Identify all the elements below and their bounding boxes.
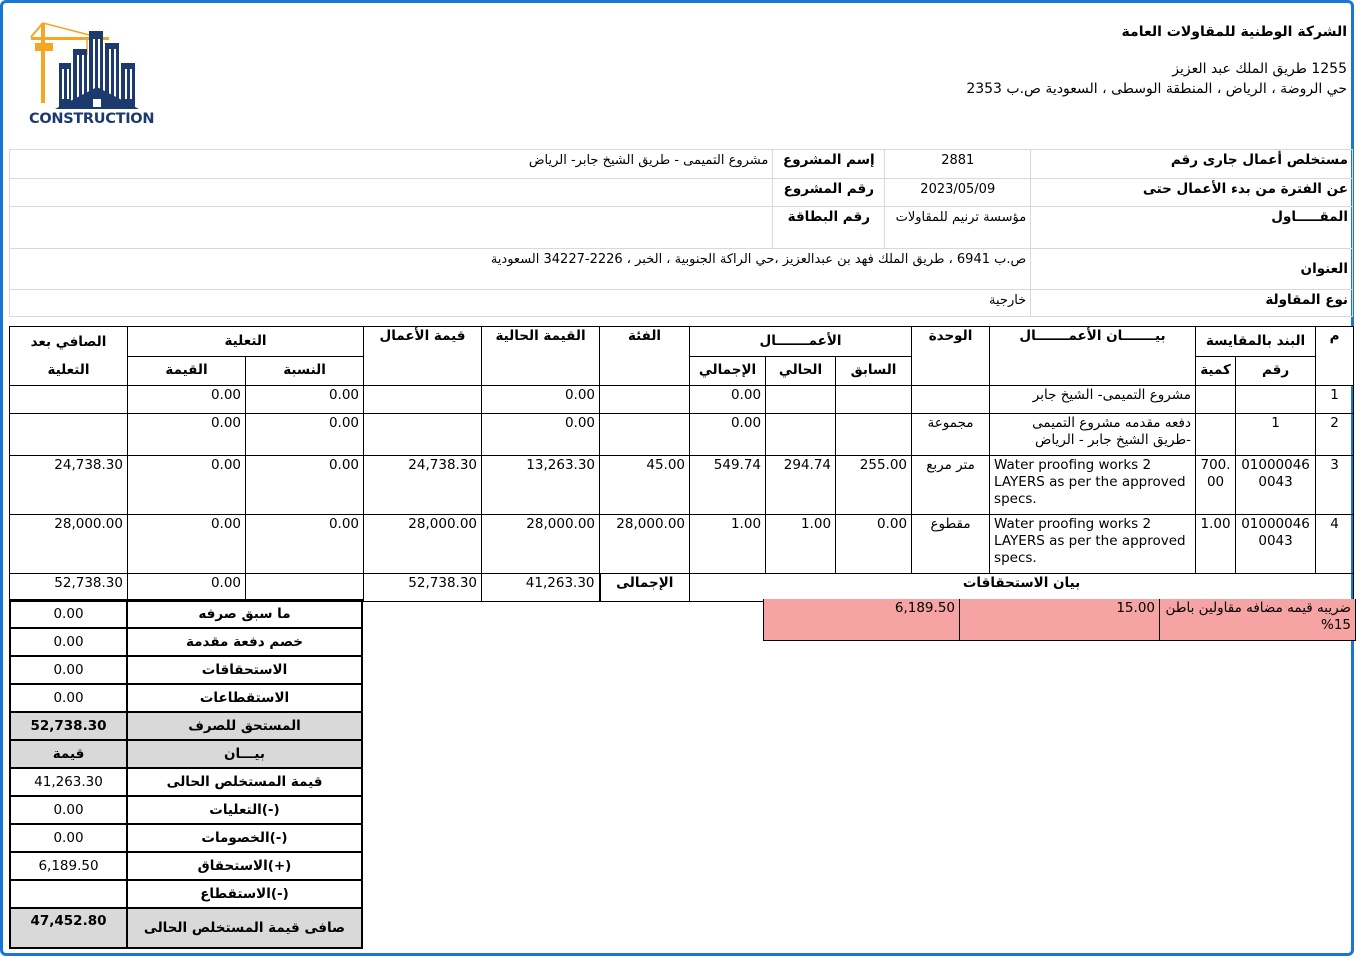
summary-value: 0.00 [10, 628, 127, 656]
col-retention-pct: النسبة [246, 356, 364, 386]
row-prev [836, 414, 912, 456]
row-item-no: 010000460043 [1236, 515, 1316, 574]
summary-row [10, 628, 362, 656]
summary-value: 0.00 [10, 824, 127, 852]
row-qty [1196, 386, 1236, 414]
col-retention-group: التعلية [128, 327, 364, 357]
row-qty: 700.00 [1196, 456, 1236, 515]
summary-row [10, 880, 362, 908]
company-address-line1: 1255 طريق الملك عبد العزيز [1172, 61, 1347, 77]
entitlements-title: بيان الاستحقاقات [690, 574, 1354, 602]
summary-label: المستحق للصرف [127, 712, 362, 740]
row-description: مشروع التميمى- الشيخ جابر [990, 386, 1196, 414]
project-number [10, 179, 773, 207]
row-works-value: 24,738.30 [364, 456, 482, 515]
project-name: مشروع التميمى - طريق الشيخ جابر- الرياض [10, 150, 773, 179]
row-current-value: 13,263.30 [482, 456, 600, 515]
row-retention-value: 0.00 [128, 386, 246, 414]
contract-type-label: نوع المقاولة [1031, 290, 1353, 317]
row-serial: 1 [1316, 386, 1354, 414]
summary-value: 41,263.30 [10, 768, 127, 796]
row-total: 549.74 [690, 456, 766, 515]
col-works-group: الأعمـــــــال [690, 327, 912, 357]
row-rate: 45.00 [600, 456, 690, 515]
contractor-address: ص.ب 6941 ، طريق الملك فهد بن عبدالعزيز ،حي الراكة الجنوبية ، الخبر ، 2226-34227 السعودية [10, 249, 1031, 290]
period-label: عن الفترة من بدء الأعمال حتى [1031, 179, 1353, 207]
summary-row [10, 600, 362, 628]
col-net-after: الصافي بعد التعلية [10, 327, 128, 386]
row-prev: 0.00 [836, 515, 912, 574]
summary-row [10, 768, 362, 796]
row-works-value: 28,000.00 [364, 515, 482, 574]
invoice-number-label: مستخلص أعمال جارى رقم [1031, 150, 1353, 179]
col-current: الحالي [766, 356, 836, 386]
totals-row [10, 574, 1354, 602]
row-serial: 2 [1316, 414, 1354, 456]
row-retention-pct: 0.00 [246, 414, 364, 456]
col-retention-value: القيمة [128, 356, 246, 386]
row-description: Water proofing works 2 LAYERS as per the approved specs. [990, 515, 1196, 574]
summary-row [10, 684, 362, 712]
row-qty: 1.00 [1196, 515, 1236, 574]
summary-label: (+)الاستحقاق [127, 852, 362, 880]
row-total: 0.00 [690, 414, 766, 456]
row-current [766, 386, 836, 414]
contractor-label: المقـــــاول [1031, 207, 1353, 249]
row-retention-pct: 0.00 [246, 515, 364, 574]
vat-rate: 15.00 [959, 599, 1159, 640]
col-current-value: القيمة الحالية [482, 327, 600, 386]
row-description: Water proofing works 2 LAYERS as per the approved specs. [990, 456, 1196, 515]
summary-value: 0.00 [10, 600, 127, 628]
col-unit: الوحدة [912, 327, 990, 386]
company-address-line2: حي الروضة ، الرياض ، المنطقة الوسطى ، السعودية ص.ب 2353 [966, 81, 1347, 97]
total-works-value: 52,738.30 [364, 574, 482, 602]
row-rate: 28,000.00 [600, 515, 690, 574]
row-retention-value: 0.00 [128, 414, 246, 456]
row-item-no: 010000460043 [1236, 456, 1316, 515]
period-date: 2023/05/09 [885, 179, 1031, 207]
row-rate [600, 386, 690, 414]
summary-value [10, 880, 127, 908]
row-retention-value: 0.00 [128, 515, 246, 574]
invoice-info-table [9, 149, 1353, 317]
row-net [10, 386, 128, 414]
vat-amount: 6,189.50 [894, 600, 955, 616]
row-unit [912, 386, 990, 414]
col-description: بيـــــــان الأعمـــــــال [990, 327, 1196, 386]
grand-total-label: الإجمالى [600, 574, 690, 602]
card-number [10, 207, 773, 249]
summary-value: 6,189.50 [10, 852, 127, 880]
row-unit: مجموعة [912, 414, 990, 456]
row-total: 0.00 [690, 386, 766, 414]
project-number-label: رقم المشروع [773, 179, 885, 207]
row-current: 294.74 [766, 456, 836, 515]
total-retention-pct [246, 574, 364, 602]
company-logo [27, 19, 171, 131]
row-net: 28,000.00 [10, 515, 128, 574]
summary-value: 47,452.80 [10, 908, 127, 948]
row-description: دفعه مقدمه مشروع التميمى -طريق الشيخ جابر - الرياض [990, 414, 1196, 456]
summary-label: الاستقطاعات [127, 684, 362, 712]
col-item-qty: كمية [1196, 356, 1236, 386]
row-current-value: 0.00 [482, 386, 600, 414]
summary-row [10, 908, 362, 948]
summary-label: ما سبق صرفه [127, 600, 362, 628]
row-serial: 4 [1316, 515, 1354, 574]
summary-label: (-)الخصومات [127, 824, 362, 852]
summary-label: خصم دفعة مقدمة [127, 628, 362, 656]
vat-label: ضريبه قيمه مضافه مقاولين باطن 15% [1159, 599, 1355, 640]
col-works-value: قيمة الأعمال [364, 327, 482, 386]
row-prev: 255.00 [836, 456, 912, 515]
row-qty [1196, 414, 1236, 456]
col-serial: م [1316, 327, 1354, 386]
row-item-no [1236, 386, 1316, 414]
row-current: 1.00 [766, 515, 836, 574]
row-total: 1.00 [690, 515, 766, 574]
row-item-no: 1 [1236, 414, 1316, 456]
summary-label: الاستحقاقات [127, 656, 362, 684]
vat-row [763, 599, 1356, 641]
row-retention-pct: 0.00 [246, 386, 364, 414]
summary-value: 0.00 [10, 796, 127, 824]
table-row [10, 515, 1354, 574]
summary-value: 0.00 [10, 684, 127, 712]
table-row [10, 414, 1354, 456]
table-row [10, 456, 1354, 515]
row-current-value: 0.00 [482, 414, 600, 456]
row-current [766, 414, 836, 456]
summary-value: قيمة [10, 740, 127, 768]
company-header [966, 24, 1347, 99]
summary-row [10, 656, 362, 684]
col-prev: السابق [836, 356, 912, 386]
contract-type: خارجية [10, 290, 1031, 317]
row-retention-pct: 0.00 [246, 456, 364, 515]
contractor-name: مؤسسة ترنيم للمقاولات [885, 207, 1031, 249]
col-item-no: رقم [1236, 356, 1316, 386]
row-rate [600, 414, 690, 456]
card-number-label: رقم البطاقة [773, 207, 885, 249]
row-retention-value: 0.00 [128, 456, 246, 515]
row-net [10, 414, 128, 456]
row-works-value [364, 414, 482, 456]
summary-table [9, 599, 363, 949]
summary-label: (-)الاستقطاع [127, 880, 362, 908]
works-table [9, 326, 1354, 602]
summary-label: (-)التعليات [127, 796, 362, 824]
summary-label: قيمة المستخلص الحالى [127, 768, 362, 796]
row-unit: مقطوع [912, 515, 990, 574]
summary-row [10, 852, 362, 880]
row-net: 24,738.30 [10, 456, 128, 515]
col-rate: الفئة [600, 327, 690, 386]
col-total: الإجمالي [690, 356, 766, 386]
company-name: الشركة الوطنية للمقاولات العامة [1121, 24, 1347, 40]
crane-building-icon [27, 19, 171, 115]
summary-row [10, 712, 362, 740]
summary-value: 52,738.30 [10, 712, 127, 740]
row-current-value: 28,000.00 [482, 515, 600, 574]
summary-label: صافى قيمة المستخلص الحالى [127, 908, 362, 948]
summary-header-row [10, 740, 362, 768]
summary-row [10, 796, 362, 824]
invoice-number: 2881 [885, 150, 1031, 179]
project-name-label: إسم المشروع [773, 150, 885, 179]
summary-value: 0.00 [10, 656, 127, 684]
table-row [10, 386, 1354, 414]
logo-text: CONSTRUCTION [29, 111, 155, 127]
summary-label: بيـــان [127, 740, 362, 768]
row-works-value [364, 386, 482, 414]
row-serial: 3 [1316, 456, 1354, 515]
summary-row [10, 824, 362, 852]
row-unit: متر مربع [912, 456, 990, 515]
total-current-value: 41,263.30 [482, 574, 600, 602]
row-prev [836, 386, 912, 414]
total-net: 52,738.30 [10, 574, 128, 602]
total-retention-value: 0.00 [128, 574, 246, 602]
address-label: العنوان [1031, 249, 1353, 290]
col-item-group: البند بالمقايسة [1196, 327, 1316, 357]
